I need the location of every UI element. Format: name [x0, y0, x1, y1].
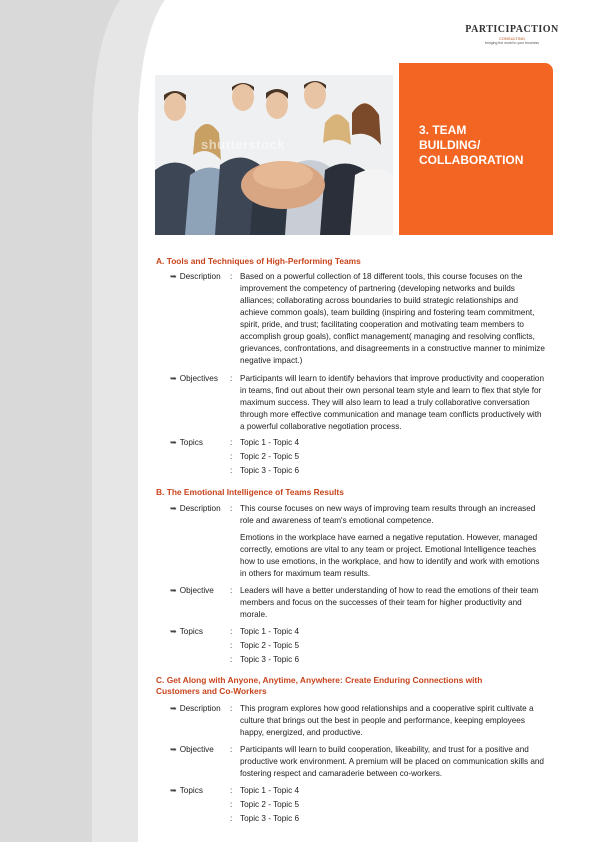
topic-item: : Topic 1 - Topic 4 [230, 438, 300, 447]
topic-item: : Topic 3 - Topic 6 [230, 466, 300, 475]
description-label: ➥ Description [170, 504, 221, 513]
topic-item: : Topic 3 - Topic 6 [230, 814, 300, 823]
section-b-title: B. The Emotional Intelligence of Teams Results [156, 487, 344, 497]
arrow-icon: ➥ [170, 786, 177, 795]
colon: : [230, 504, 233, 513]
topics-label: ➥ Topics [170, 438, 203, 447]
topic-item: : Topic 1 - Topic 4 [230, 627, 300, 636]
team-photo-illustration [155, 75, 393, 235]
section-banner [399, 63, 553, 235]
topics-label: ➥ Topics [170, 627, 203, 636]
arrow-icon: ➥ [170, 586, 177, 595]
arrow-icon: ➥ [170, 627, 177, 636]
topic-item: : Topic 2 - Topic 5 [230, 452, 300, 461]
team-photo [155, 75, 393, 235]
section-a-objectives: Participants will learn to identify behaviors that improve productivity and cooperation in teams, find out about their own personal team style and learn to flex that style for maximum success. They will also learn to lead a truly collaborative conversation through more effective communication and manage team conflicts productively with a powerful collaborative negotiation process. [240, 374, 545, 431]
arrow-icon: ➥ [170, 272, 177, 281]
arrow-icon: ➥ [170, 745, 177, 754]
colon: : [230, 374, 233, 383]
colon: : [230, 704, 233, 713]
section-a-title: A. Tools and Techniques of High-Performing Teams [156, 256, 361, 266]
description-label: ➥ Description [170, 272, 221, 281]
logo-word: PARTICIPACTION [465, 24, 559, 35]
objective-label: ➥ Objective [170, 586, 214, 595]
section-c-title: C. Get Along with Anyone, Anytime, Anywhere: Create Enduring Connections with Customers and Co-Workers [156, 675, 483, 696]
company-logo [462, 24, 562, 54]
arrow-icon: ➥ [170, 704, 177, 713]
colon: : [230, 745, 233, 754]
objective-label: ➥ Objective [170, 745, 214, 754]
colon: : [230, 586, 233, 595]
topic-item: : Topic 3 - Topic 6 [230, 655, 300, 664]
topic-item: : Topic 2 - Topic 5 [230, 641, 300, 650]
logo-tagline: CONSULTING [499, 36, 525, 41]
arrow-icon: ➥ [170, 438, 177, 447]
description-label: ➥ Description [170, 704, 221, 713]
topic-item: : Topic 1 - Topic 4 [230, 786, 300, 795]
objectives-label: ➥ Objectives [170, 374, 218, 383]
section-b-objective: Leaders will have a better understanding of how to read the emotions of their team members and focus on the successes of their team for higher productivity and morale. [240, 586, 539, 619]
logo-subtitle: bringing the world to your business [484, 41, 540, 45]
photo-watermark: shutterstock [201, 137, 286, 152]
section-c-objective: Participants will learn to build cooperation, likeability, and trust for a positive and productive work environment. A premium will be placed on communication skills and fostering respect and camaraderie between co-workers. [240, 745, 544, 778]
arrow-icon: ➥ [170, 374, 177, 383]
section-b-description: This course focuses on new ways of improving team results through an increased role and awareness of team's emotional competence. [240, 504, 536, 525]
topics-label: ➥ Topics [170, 786, 203, 795]
section-a-description: Based on a powerful collection of 18 different tools, this course focuses on the improvement the competency of partnering (developing networks and builds alliances; collaborating across boundaries to build strategic relationships and achieve common goals), team building (inspiring and fostering team commitment, spirit, pride, and trust; facilitating cooperation and motivating team members to accomplish group goals), conflict management( managing and resolving conflicts, grievances, confrontations, and disagreements in a constructive manner to minimize negative impact.) [240, 272, 545, 365]
colon: : [230, 272, 233, 281]
banner-title: 3. TEAM BUILDING/ COLLABORATION [419, 123, 524, 167]
topic-item: : Topic 2 - Topic 5 [230, 800, 300, 809]
section-c-description: This program explores how good relationships and a cooperative spirit cultivate a culture that brings out the best in people and performance, keeping employees happy, energized, and productive. [240, 704, 534, 737]
arrow-icon: ➥ [170, 504, 177, 513]
section-b-description-2: Emotions in the workplace have earned a negative reputation. However, managed correctly, emotions are vital to any team or project. Emotional Intelligence teaches how to use emotions, in the workplace, and how to identify and work with emotions in others for maximum team results. [240, 533, 540, 578]
